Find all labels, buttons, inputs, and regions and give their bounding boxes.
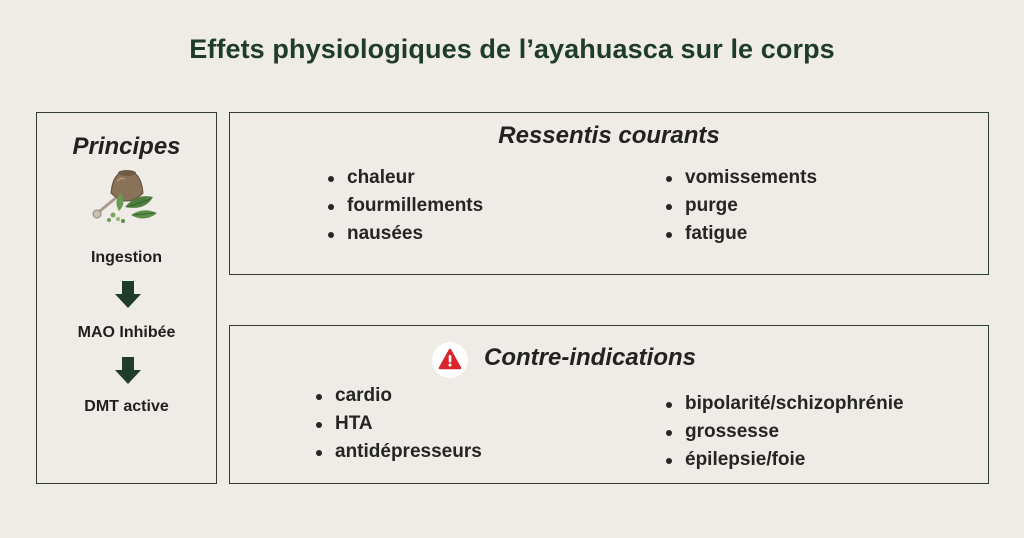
arrow-down-icon bbox=[115, 357, 141, 384]
page-title: Effets physiologiques de l’ayahuasca sur le corps bbox=[189, 34, 835, 64]
list-item: purge bbox=[666, 192, 817, 220]
list-item: épilepsie/foie bbox=[666, 446, 904, 474]
list-item: chaleur bbox=[328, 164, 483, 192]
step-dmt-active: DMT active bbox=[84, 398, 169, 415]
ayahuasca-plant-icon bbox=[91, 163, 161, 225]
ressentis-heading: Ressentis courants bbox=[498, 122, 720, 149]
step-ingestion: Ingestion bbox=[90, 249, 163, 266]
list-item: vomissements bbox=[666, 164, 817, 192]
list-item: antidépresseurs bbox=[316, 438, 482, 466]
step-mao-inhibee: MAO Inhibée bbox=[77, 324, 176, 341]
list-item: cardio bbox=[316, 382, 482, 410]
list-item: fourmillements bbox=[328, 192, 483, 220]
principles-panel bbox=[36, 112, 217, 484]
list-item: fatigue bbox=[666, 220, 817, 248]
list-item: HTA bbox=[316, 410, 482, 438]
contra-panel bbox=[229, 325, 989, 484]
arrow-down-icon bbox=[115, 281, 141, 308]
list-item: grossesse bbox=[666, 418, 904, 446]
principles-heading: Principes bbox=[72, 133, 181, 160]
contra-heading: Contre-indications bbox=[484, 344, 697, 371]
ressentis-list-left bbox=[328, 164, 483, 248]
ressentis-panel bbox=[229, 112, 989, 275]
contra-list-right bbox=[666, 390, 904, 474]
ressentis-list-right bbox=[666, 164, 817, 248]
contra-list-left bbox=[316, 382, 482, 466]
warning-icon bbox=[432, 342, 468, 378]
list-item: bipolarité/schizophrénie bbox=[666, 390, 904, 418]
list-item: nausées bbox=[328, 220, 483, 248]
